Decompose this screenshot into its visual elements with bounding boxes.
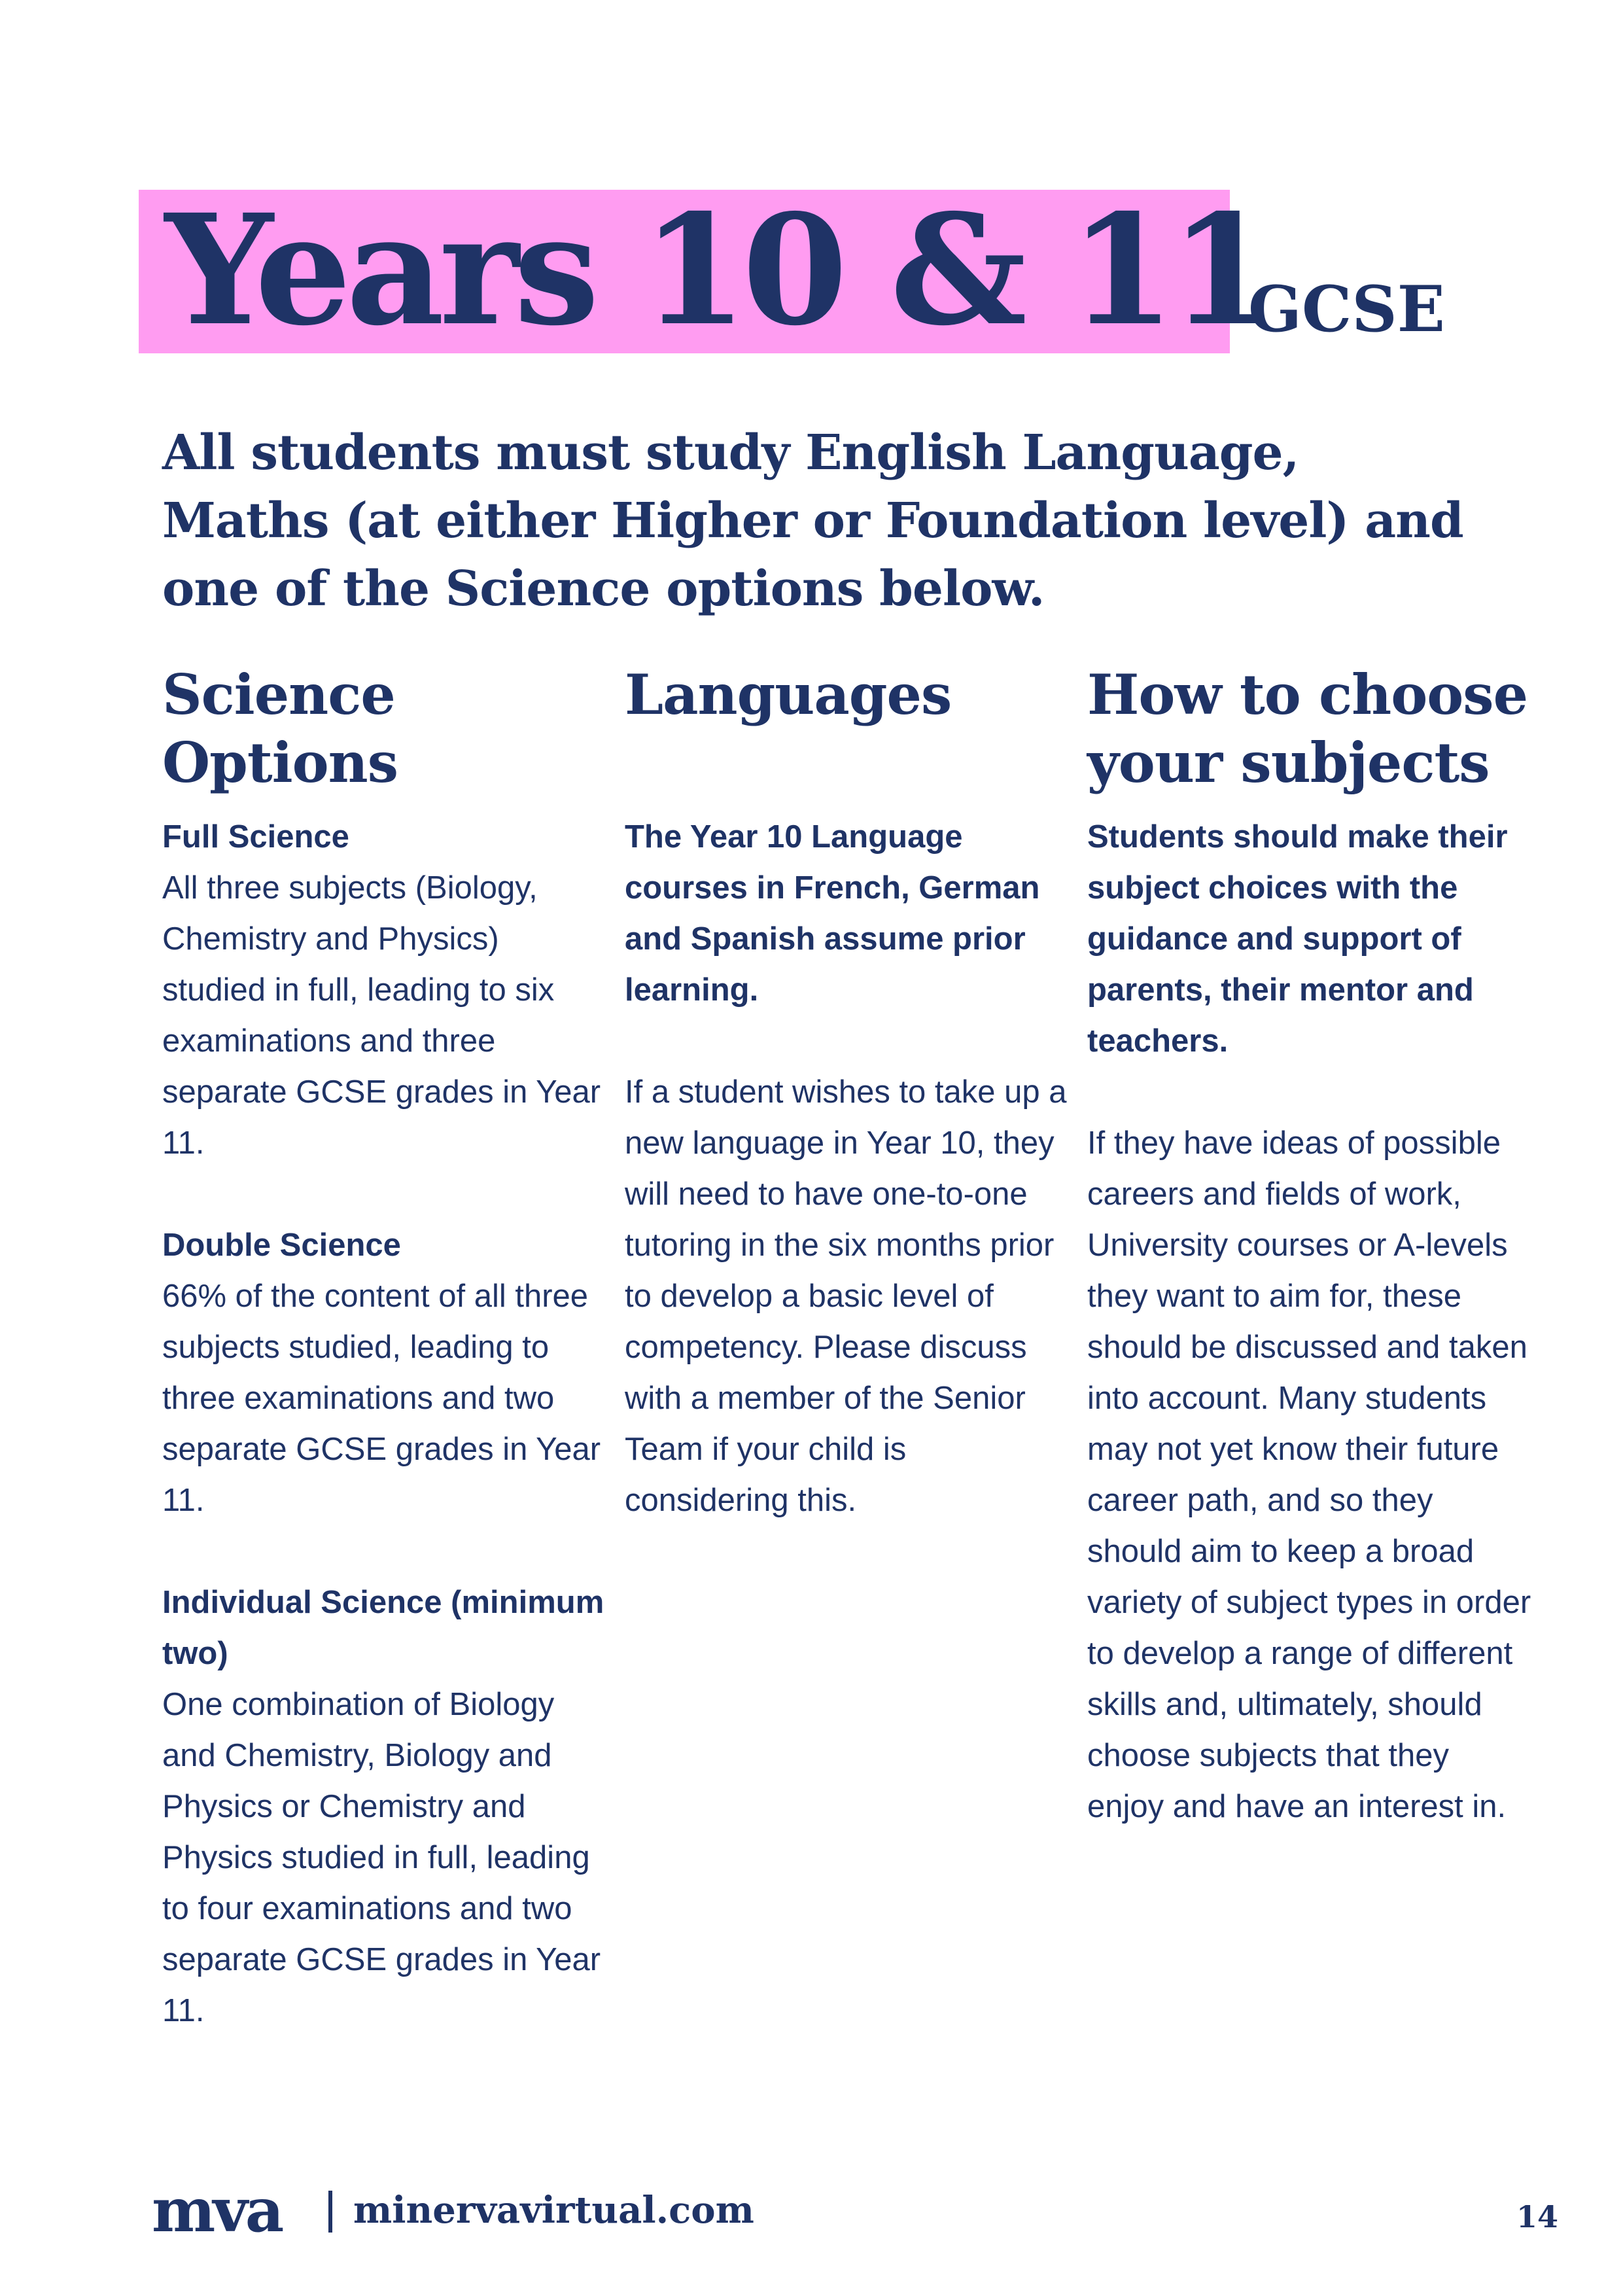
science-item-title: Individual Science (minimum two): [162, 1585, 604, 1671]
science-heading: Science Options: [162, 662, 398, 795]
languages-column: [625, 661, 1070, 1577]
languages-heading: Languages: [625, 662, 952, 727]
page-subtitle: GCSE: [1248, 272, 1445, 346]
choose-body: If they have ideas of possible careers and fields of work, University courses or A-levels they want to aim for, these should be discussed and taken into account. Many students may not yet know their future career path, and so they should aim to keep a broad variety of subject types in order to develop a range of different skills and, ultimately, should choose subjects that they enjoy and have an interest in.: [1087, 1125, 1531, 1824]
science-item-body: One combination of Biology and Chemistry, Biology and Physics or Chemistry and Physics studied in full, leading to four examinations and two separate GCSE grades in Year 11.: [162, 1687, 601, 2028]
choose-heading: How to choose your subjects: [1087, 662, 1528, 795]
footer-url[interactable]: minervavirtual.com: [353, 2189, 754, 2232]
page-number: 14: [1516, 2199, 1559, 2234]
science-item-title: Full Science: [162, 819, 349, 855]
languages-lead: The Year 10 Language courses in French, German and Spanish assume prior learning.: [625, 819, 1040, 1008]
science-item-body: 66% of the content of all three subjects studied, leading to three examinations and two separate GCSE grades in Year 11.: [162, 1279, 601, 1518]
choose-column: [1087, 661, 1532, 1883]
science-column: [162, 661, 607, 2087]
mva-logo: mva: [152, 2175, 282, 2246]
choose-lead: Students should make their subject choices with the guidance and support of parents, their mentor and teachers.: [1087, 819, 1508, 1059]
science-item-body: All three subjects (Biology, Chemistry and Physics) studied in full, leading to six examinations and three separate GCSE grades in Year 11.: [162, 870, 601, 1161]
science-item: [162, 811, 607, 1169]
footer-divider: [328, 2191, 332, 2233]
languages-body: If a student wishes to take up a new language in Year 10, they will need to have one-to-one tutoring in the six months prior to develop a basic level of competency. Please discuss with a member of the Senior Team if your child is considering this.: [625, 1074, 1067, 1518]
science-item: [162, 1220, 607, 1526]
page-title: Years 10 & 11: [165, 181, 1270, 359]
science-item: [162, 1577, 607, 2036]
intro-text: All students must study English Language, Maths (at either Higher or Foundation level) and one of the Science options below.: [162, 425, 1463, 617]
science-item-title: Double Science: [162, 1227, 401, 1263]
